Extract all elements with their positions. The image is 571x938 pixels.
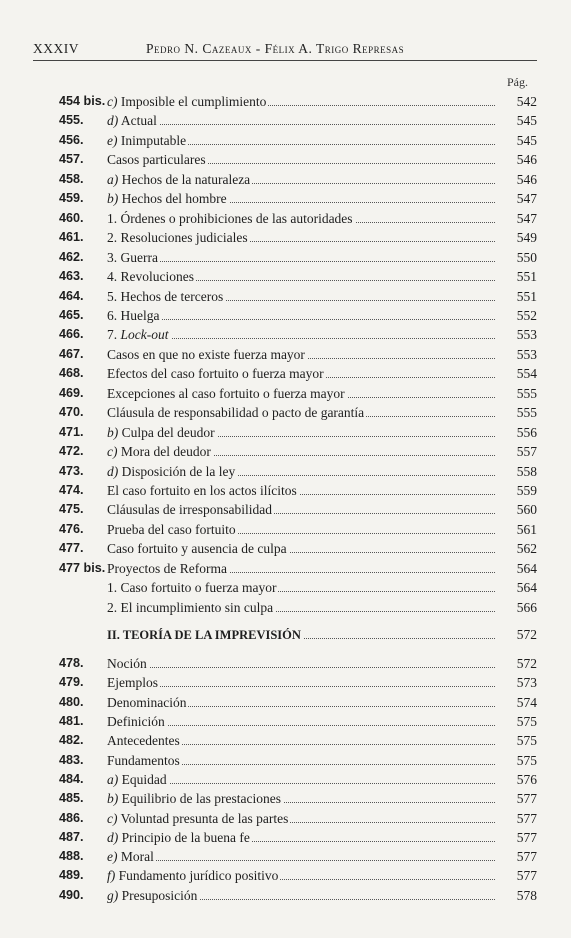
entry-title-with-leader (107, 364, 495, 383)
entry-text: Antecedentes (107, 733, 180, 749)
toc-entry (59, 712, 537, 731)
entry-title (107, 464, 237, 479)
dot-leader (107, 667, 495, 668)
entry-text: Culpa del deudor (121, 424, 215, 440)
entry-page-number: 578 (516, 887, 537, 903)
entry-title-with-leader (107, 520, 495, 539)
entry-page-number: 575 (516, 733, 537, 749)
dot-leader (107, 261, 495, 262)
entry-title (107, 733, 182, 748)
entry-number: 479. (59, 675, 84, 690)
entry-page-number: 546 (516, 152, 537, 168)
entry-title-with-leader (107, 325, 495, 344)
entry-text: Moral (120, 849, 154, 865)
entry-text: Caso fortuito y ausencia de culpa (107, 541, 287, 557)
entry-title-with-leader (107, 267, 495, 286)
entry-number: 468. (59, 366, 84, 381)
entry-letter-prefix: f) (107, 868, 116, 884)
entry-title-with-leader (107, 462, 495, 481)
entry-title-with-leader (107, 423, 495, 442)
entry-number: 469. (59, 385, 84, 400)
toc-entry (59, 306, 537, 325)
entry-page-number: 553 (516, 327, 537, 343)
entry-number: 472. (59, 444, 84, 459)
entry-letter-prefix: c) (107, 444, 118, 460)
toc-entry (59, 654, 537, 673)
entry-page-number: 566 (516, 599, 537, 615)
entry-page-number: 575 (516, 752, 537, 768)
entry-number: 461. (59, 230, 84, 245)
entry-title (107, 502, 274, 517)
entry-title-with-leader (107, 248, 495, 267)
toc-entry (59, 539, 537, 558)
entry-text: 2. El incumplimiento sin culpa (107, 599, 274, 615)
entry-text: Prueba del caso fortuito (107, 521, 236, 537)
entry-title (107, 308, 161, 323)
entry-text: Cláusula de responsabilidad o pacto de garantía (107, 405, 365, 421)
entry-text: Proyectos de Reforma (107, 560, 227, 576)
entry-number: 476. (59, 521, 84, 536)
entry-title (107, 289, 225, 304)
entry-title (107, 522, 238, 537)
toc-entry (59, 500, 537, 519)
entry-title-with-leader (107, 751, 495, 770)
entry-title (107, 230, 250, 245)
toc-entry (59, 598, 537, 617)
entry-title (107, 172, 252, 187)
page-column-label: Pág. (507, 75, 528, 89)
entry-title (107, 541, 289, 556)
toc-entry (59, 809, 537, 828)
entry-page-number: 577 (516, 868, 537, 884)
toc-entry (59, 673, 537, 692)
entry-number: 455. (59, 113, 84, 128)
entry-text: Equilibrio de las prestaciones (121, 791, 281, 807)
entry-title-with-leader (107, 539, 495, 558)
entry-number: 457. (59, 152, 84, 167)
entry-title (107, 386, 347, 401)
entry-title (107, 753, 182, 768)
toc-entry (59, 866, 537, 885)
entry-page-number: 546 (516, 171, 537, 187)
entry-number: 478. (59, 656, 84, 671)
entry-title-with-leader (107, 131, 495, 150)
entry-text: Denominación (107, 694, 187, 710)
entry-text: 1. Órdenes o prohibiciones de las autoridades (107, 210, 353, 226)
entry-page-number: 562 (516, 541, 537, 557)
entry-number: 465. (59, 307, 84, 322)
entry-text: Inimputable (120, 132, 187, 148)
entry-title-with-leader (107, 847, 495, 866)
entry-number: 481. (59, 714, 84, 729)
entry-number: 482. (59, 733, 84, 748)
entry-text: Imposible el cumplimiento (120, 94, 267, 109)
entry-title (107, 888, 199, 903)
entry-title (107, 600, 275, 615)
entry-letter-prefix: c) (107, 94, 118, 109)
entry-text: II. TEORÍA DE LA IMPREVISIÓN (107, 628, 301, 643)
toc-entry (59, 886, 537, 905)
entry-letter-prefix: b) (107, 424, 119, 440)
entry-page-number: 549 (516, 230, 537, 246)
entry-text: Voluntad presunta de las partes (120, 810, 289, 826)
running-title: Pedro N. Cazeaux - Félix A. Trigo Represas (146, 41, 405, 56)
entry-page-number: 557 (516, 444, 537, 460)
entry-page-number: 577 (516, 849, 537, 865)
entry-number: 470. (59, 405, 84, 420)
entry-text: 4. Revoluciones (107, 269, 194, 285)
entry-page-number: 576 (516, 771, 537, 787)
entry-number: 456. (59, 132, 84, 147)
toc-entry (59, 131, 537, 150)
section-heading (59, 625, 537, 644)
entry-letter-prefix: b) (107, 191, 119, 207)
entry-title-with-leader (107, 693, 495, 712)
toc-entry (59, 559, 537, 578)
entry-page-number: 550 (516, 249, 537, 265)
entry-number: 485. (59, 791, 84, 806)
entry-letter-prefix: g) (107, 887, 119, 903)
entry-italic-text: Lock-out (120, 327, 169, 343)
toc-entry (59, 789, 537, 808)
entry-text: Excepciones al caso fortuito o fuerza mayor (107, 385, 345, 401)
entry-page-number: 564 (516, 580, 537, 596)
entry-page-number: 560 (516, 502, 537, 518)
toc-entry (59, 481, 537, 500)
entry-title (107, 366, 326, 381)
entry-title-with-leader (107, 578, 495, 597)
toc-entry (59, 111, 537, 130)
toc-entry (59, 150, 537, 169)
entry-title (107, 868, 280, 883)
entry-title-with-leader (107, 654, 495, 673)
entry-title (107, 405, 366, 420)
entry-page-number: 577 (516, 829, 537, 845)
entry-title (107, 695, 188, 710)
entry-title-with-leader (107, 170, 495, 189)
entry-letter-prefix: b) (107, 791, 119, 807)
entry-page-number: 577 (516, 810, 537, 826)
entry-title-with-leader (107, 673, 495, 692)
entry-number: 490. (59, 887, 84, 902)
entry-title-with-leader (107, 111, 495, 130)
entry-page-number: 558 (516, 463, 537, 479)
toc-entry (59, 403, 537, 422)
entry-text: Fundamentos (107, 752, 180, 768)
entry-page-number: 555 (516, 405, 537, 421)
entry-page-number: 545 (516, 113, 537, 129)
entry-letter-prefix: c) (107, 810, 118, 826)
entry-number: 483. (59, 752, 84, 767)
entry-page-number: 564 (516, 560, 537, 576)
entry-number: 475. (59, 502, 84, 517)
entry-number: 480. (59, 694, 84, 709)
entry-text: 7. (107, 327, 121, 343)
entry-title-with-leader (107, 712, 495, 731)
toc-entry (59, 828, 537, 847)
entry-title (107, 580, 278, 595)
entry-number: 488. (59, 849, 84, 864)
entry-letter-prefix: d) (107, 113, 119, 129)
toc-entry (59, 423, 537, 442)
toc-entry (59, 325, 537, 344)
entry-page-number: 561 (516, 521, 537, 537)
toc-entry (59, 770, 537, 789)
entry-title-with-leader (107, 886, 495, 905)
toc-entry (59, 442, 537, 461)
entry-text: Mora del deudor (120, 444, 211, 460)
entry-title (107, 714, 167, 729)
entry-text: 3. Guerra (107, 249, 158, 265)
toc-entry (59, 847, 537, 866)
entry-text: Cláusulas de irresponsabilidad (107, 502, 272, 518)
entry-letter-prefix: d) (107, 463, 119, 479)
entry-title (107, 675, 160, 690)
entry-page-number: 573 (516, 675, 537, 691)
entry-title (107, 269, 196, 284)
entry-title (107, 113, 159, 128)
entry-title (107, 849, 156, 864)
dot-leader (107, 686, 495, 687)
toc-entry (59, 364, 537, 383)
entry-page-number: 559 (516, 483, 537, 498)
entry-text: 2. Resoluciones judiciales (107, 230, 248, 246)
toc-entry (59, 228, 537, 247)
entry-text: 5. Hechos de terceros (107, 288, 224, 304)
entry-title-with-leader (107, 442, 495, 461)
entry-text: Noción (107, 656, 147, 672)
entry-title (107, 791, 283, 806)
entry-text: Equidad (121, 771, 167, 787)
entry-title (107, 444, 213, 459)
entry-text: Hechos de la naturaleza (121, 171, 251, 187)
toc-entry (59, 267, 537, 286)
entry-page-number: 547 (516, 210, 537, 226)
entry-title-with-leader (107, 866, 495, 885)
entry-number: 459. (59, 191, 84, 206)
entry-title (107, 628, 303, 642)
entry-title-with-leader (107, 770, 495, 789)
entry-text: Ejemplos (107, 675, 158, 691)
entry-title-with-leader (107, 598, 495, 617)
entry-page-number: 574 (516, 694, 537, 710)
entry-text: Presuposición (121, 887, 198, 903)
entry-title-with-leader (107, 150, 495, 169)
entry-page-number: 572 (516, 627, 537, 643)
toc-entry (59, 170, 537, 189)
entry-text: Casos en que no existe fuerza mayor (107, 346, 305, 362)
entry-text: Actual (120, 113, 157, 129)
toc-entry (59, 345, 537, 364)
entry-title (107, 191, 229, 206)
entry-title-with-leader (107, 384, 495, 403)
entry-text: El caso fortuito en los actos ilícitos (107, 483, 297, 498)
entry-title-with-leader (107, 345, 495, 364)
toc-entry (59, 209, 537, 228)
entry-page-number: 542 (516, 94, 537, 109)
entry-text: 6. Huelga (107, 307, 160, 323)
entry-page-number: 545 (516, 132, 537, 148)
entry-text: Casos particulares (107, 152, 206, 168)
entry-number: 466. (59, 327, 84, 342)
entry-title-with-leader (107, 625, 495, 644)
entry-page-number: 555 (516, 385, 537, 401)
toc-entry (59, 384, 537, 403)
entry-title-with-leader (107, 789, 495, 808)
entry-number: 477 bis. (59, 560, 106, 575)
toc-entry (59, 248, 537, 267)
entry-number: 474. (59, 483, 84, 497)
entry-title-with-leader (107, 209, 495, 228)
entry-page-number: 554 (516, 366, 537, 382)
entry-text: Fundamento jurídico positivo (118, 868, 279, 884)
entry-page-number: 553 (516, 346, 537, 362)
entry-title (107, 656, 149, 671)
entry-page-number: 577 (516, 791, 537, 807)
toc-entry (59, 189, 537, 208)
entry-number: 487. (59, 829, 84, 844)
entry-title-with-leader (107, 306, 495, 325)
entry-number: 460. (59, 210, 84, 225)
entry-title (107, 133, 188, 148)
entry-title (107, 830, 252, 845)
entry-title (107, 327, 171, 342)
entry-title (107, 250, 160, 265)
page-number: XXXIV (33, 41, 79, 56)
dot-leader (107, 319, 495, 320)
entry-number: 477. (59, 541, 84, 556)
entry-page-number: 547 (516, 191, 537, 207)
entry-letter-prefix: a) (107, 771, 119, 787)
entry-title-with-leader (107, 828, 495, 847)
entry-number: 464. (59, 288, 84, 303)
entry-title (107, 347, 307, 362)
entry-title (107, 211, 355, 226)
dot-leader (107, 860, 495, 861)
entry-title (107, 561, 229, 576)
toc-entry (59, 287, 537, 306)
entry-title-with-leader (107, 559, 495, 578)
toc-entry (59, 520, 537, 539)
entry-page-number: 552 (516, 307, 537, 323)
entry-page-number: 551 (516, 288, 537, 304)
entry-number: 486. (59, 810, 84, 825)
entry-text: Definición (107, 714, 165, 730)
entry-number: 467. (59, 346, 84, 361)
entry-number: 471. (59, 424, 84, 439)
entry-number: 484. (59, 771, 84, 786)
entry-number: 473. (59, 463, 84, 478)
entry-page-number: 575 (516, 714, 537, 730)
entry-text: Efectos del caso fortuito o fuerza mayor (107, 366, 324, 382)
entry-page-number: 551 (516, 269, 537, 285)
entry-title-with-leader (107, 287, 495, 306)
entry-number: 462. (59, 249, 84, 264)
toc-entry (59, 693, 537, 712)
entry-title (107, 94, 268, 109)
entry-number: 463. (59, 269, 84, 284)
entry-letter-prefix: d) (107, 829, 119, 845)
entry-text: 1. Caso fortuito o fuerza mayor (107, 580, 277, 596)
dot-leader (107, 124, 495, 125)
entry-title-with-leader (107, 228, 495, 247)
entry-title (107, 811, 290, 826)
entry-text: Disposición de la ley (121, 463, 236, 479)
entry-letter-prefix: a) (107, 171, 119, 187)
entry-title-with-leader (107, 481, 495, 500)
entry-title-with-leader (107, 731, 495, 750)
header-rule (33, 60, 537, 61)
entry-title (107, 483, 299, 498)
toc-entry (59, 731, 537, 750)
entry-title (107, 152, 208, 167)
entry-title (107, 772, 169, 787)
entry-text: Principio de la buena fe (121, 829, 250, 845)
entry-number: 458. (59, 171, 84, 186)
toc-entry (59, 92, 537, 111)
entry-page-number: 572 (516, 656, 537, 672)
toc-entry (59, 751, 537, 770)
entry-number: 489. (59, 868, 84, 883)
entry-number: 454 bis. (59, 94, 106, 108)
entry-letter-prefix: e) (107, 849, 118, 865)
entry-title-with-leader (107, 403, 495, 422)
entry-title-with-leader (107, 809, 495, 828)
entry-letter-prefix: e) (107, 132, 118, 148)
toc-entry (59, 462, 537, 481)
entry-page-number: 556 (516, 424, 537, 440)
entry-title-with-leader (107, 500, 495, 519)
entry-title-with-leader (107, 92, 495, 111)
entry-text: Hechos del hombre (121, 191, 227, 207)
entry-title-with-leader (107, 189, 495, 208)
toc-entry (59, 578, 537, 597)
entry-title (107, 425, 217, 440)
